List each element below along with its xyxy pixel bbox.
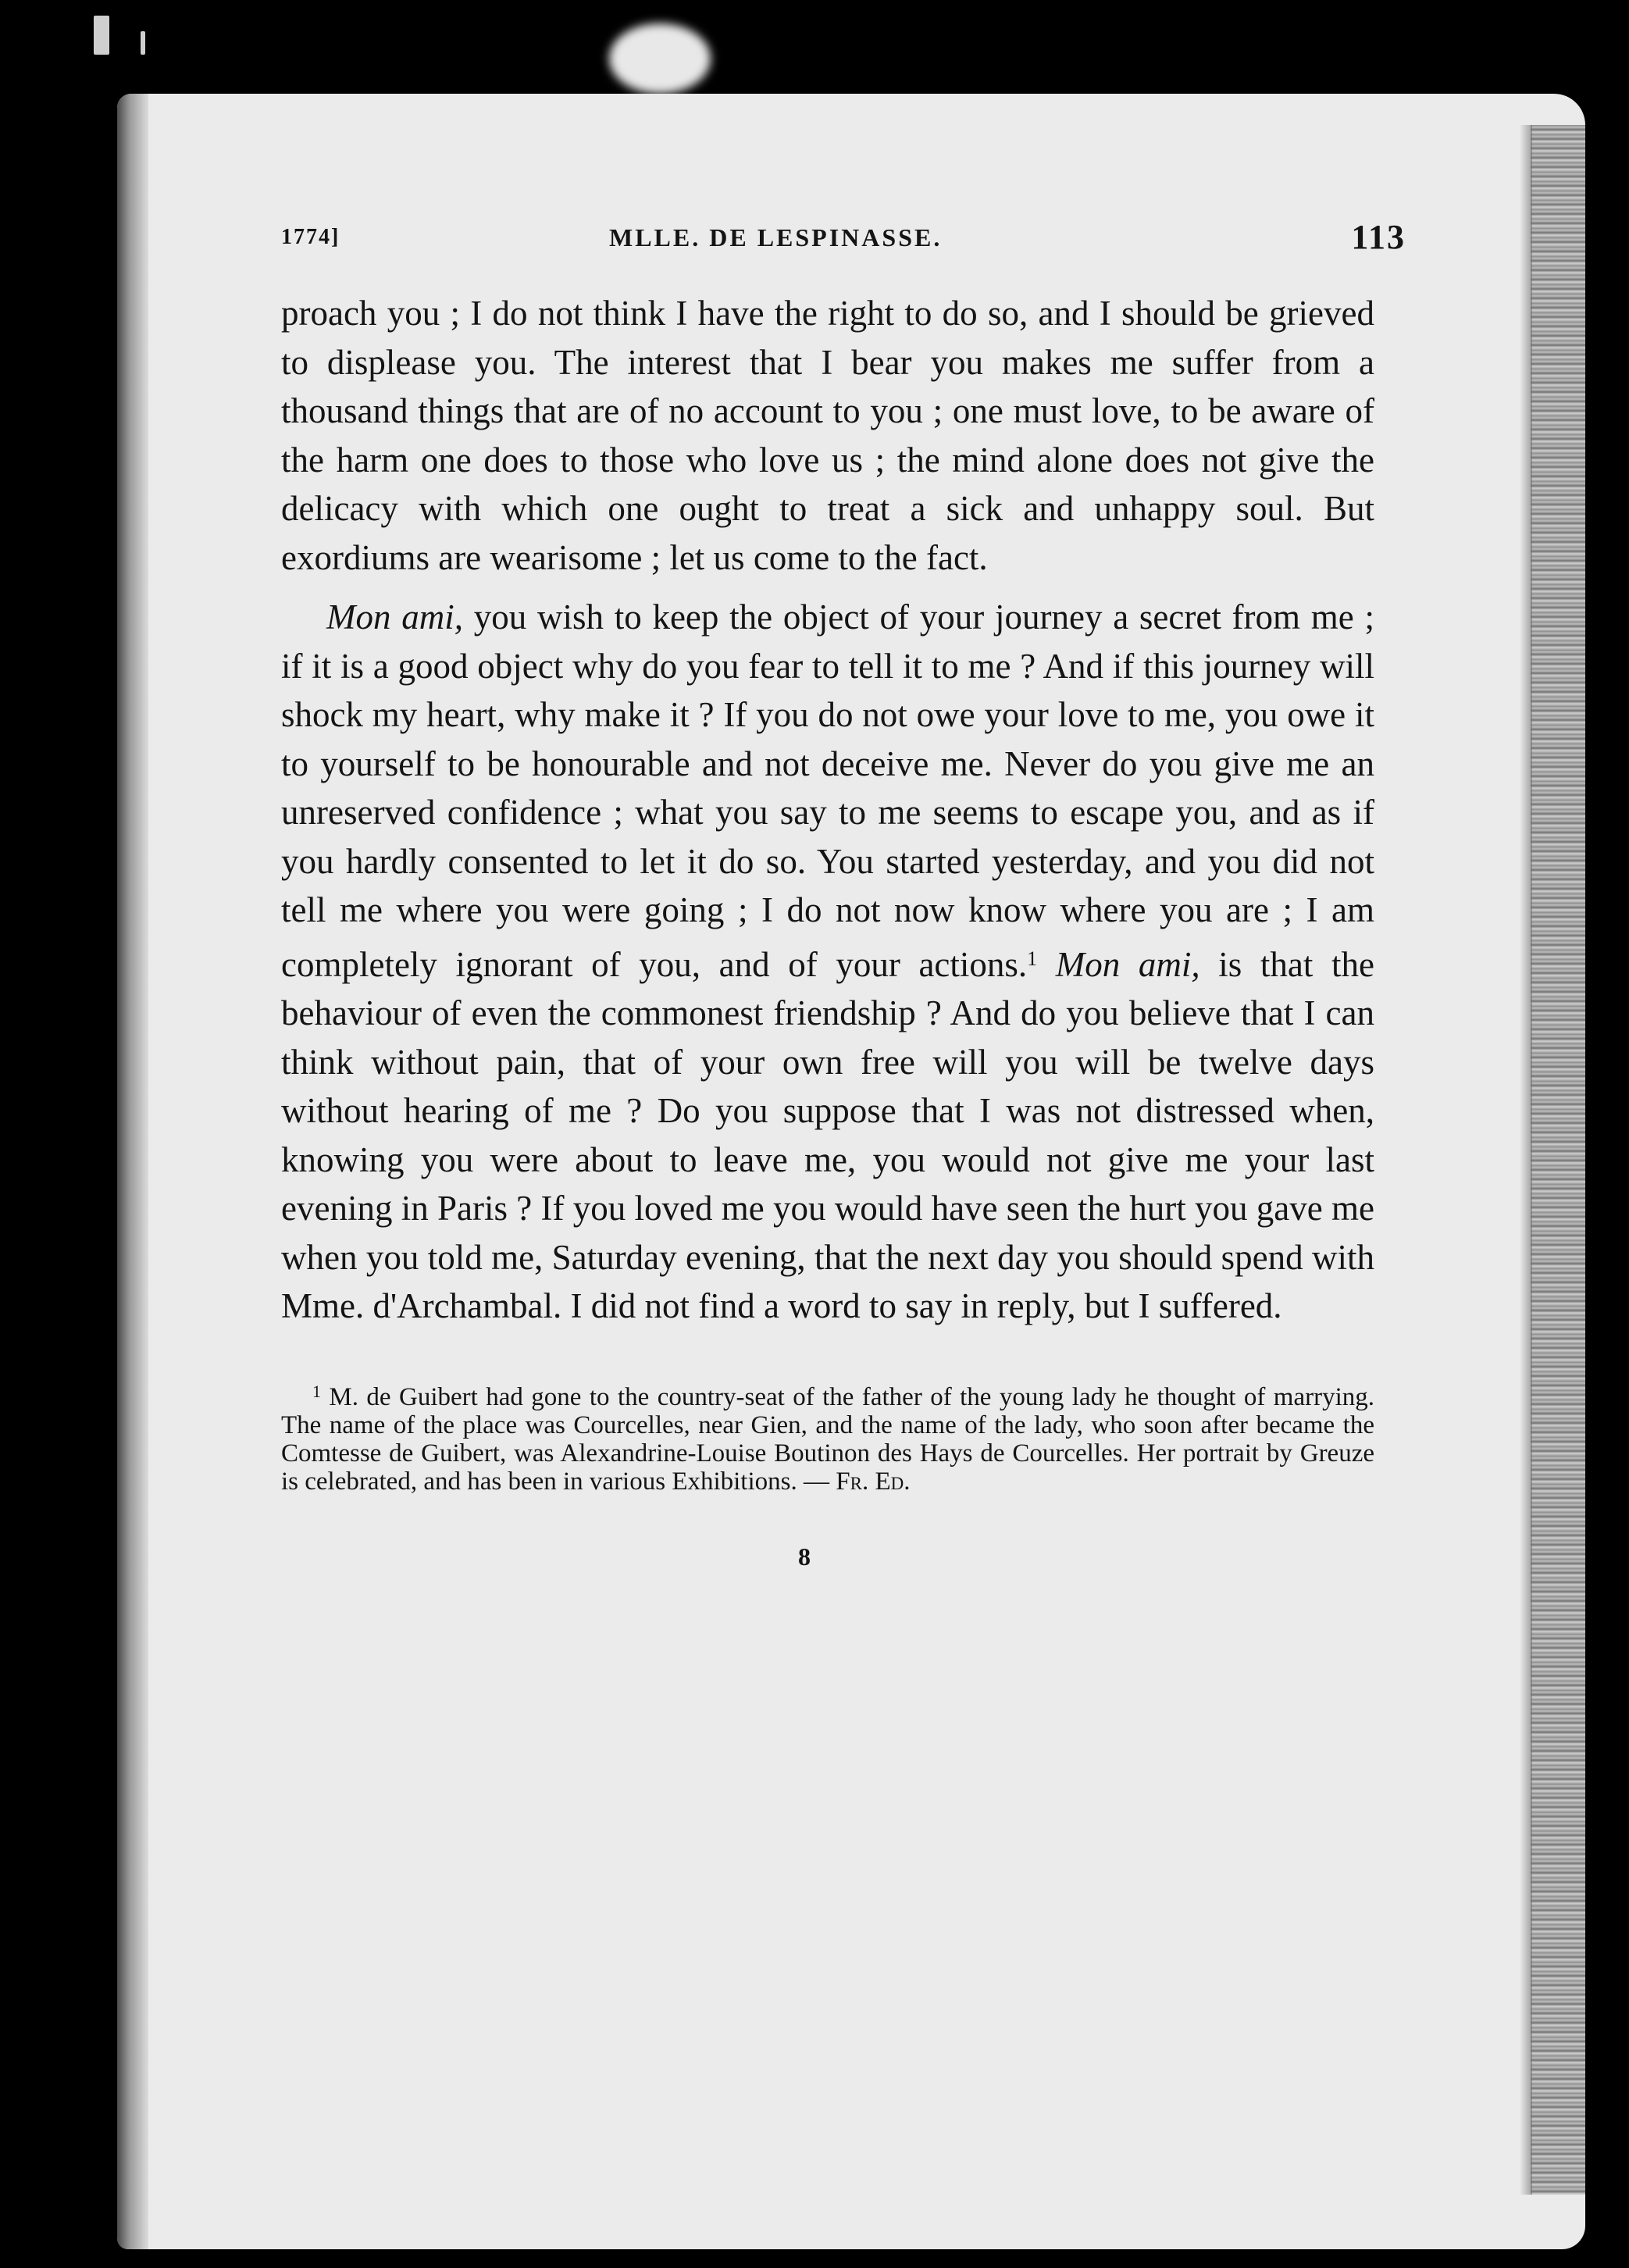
page-number: 113 (1351, 218, 1406, 256)
page-edge (1531, 125, 1585, 2195)
paragraph-2 (281, 593, 1374, 1331)
footnote-reference: 1 (1027, 947, 1038, 970)
book-page (117, 94, 1585, 2249)
running-head-title: MLLE. DE LESPINASSE. (609, 223, 943, 251)
paragraph-2-mid: Mon ami, (1055, 944, 1200, 984)
running-head (281, 211, 1406, 258)
scanner-speck (141, 31, 145, 55)
scanner-artifact (609, 23, 711, 94)
footnote-text: M. de Guibert had gone to the country-seat of the father of the young lady he thought of marrying. The name of the place was Courcelles, near Gien, and the name of the lady, who soon after became the Comtesse de Guibert, was Alexandrine-Louise Boutinon des Hays de Courcelles. Her portrait by Greuze is celebrated, and has been in various Exhibitions. — (281, 1382, 1374, 1496)
text-column (281, 211, 1406, 1571)
paragraph-2-text-a: you wish to keep the object of your journey a secret from me ; if it is a good object why do you fear to tell it to me ? And if this journey will shock my heart, why make it ? If you do not owe your love to me, you owe it to yourself to be honourable and not deceive me. Never do you give me an unreserved confidence ; what you say to me seems to escape you, and as if you hardly consented to let it do so. You started yesterday, and you did not tell me where you were going ; I do not now know where you are ; I am completely ignorant of you, and of your actions. (281, 597, 1374, 984)
body-text (281, 289, 1374, 1331)
paragraph-2-lead: Mon ami, (326, 597, 463, 637)
footnote-marker: 1 (312, 1381, 321, 1401)
page-binding-shadow (117, 94, 148, 2249)
paragraph-2-text-b: is that the behaviour of even the commonest friendship ? And do you believe that I can think without pain, that of your own free will you will be twelve days without hearing of me ? Do you suppose that I was not distressed when, knowing you were about to leave me, you would not give me your last evening in Paris ? If you loved me you would have seen the hurt you gave me when you told me, Saturday evening, that the next day you should spend with Mme. d'Archambal. I did not find a word to say in reply, but I suffered. (281, 944, 1374, 1325)
signature-mark: 8 (798, 1542, 811, 1571)
scanner-speck (94, 16, 109, 55)
footnote-attribution: Fr. Ed. (836, 1467, 911, 1496)
running-head-year: 1774] (281, 225, 340, 249)
paragraph-1: proach you ; I do not think I have the right to do so, and I should be grieved to displease you. The interest that I bear you makes me suffer from a thousand things that are of no account to you ; one must love, to be aware of the harm one does to those who love us ; the mind alone does not give the delicacy with which one ought to treat a sick and unhappy soul. But exordiums are wearisome ; let us come to the fact. (281, 294, 1374, 577)
footnote (281, 1378, 1374, 1496)
